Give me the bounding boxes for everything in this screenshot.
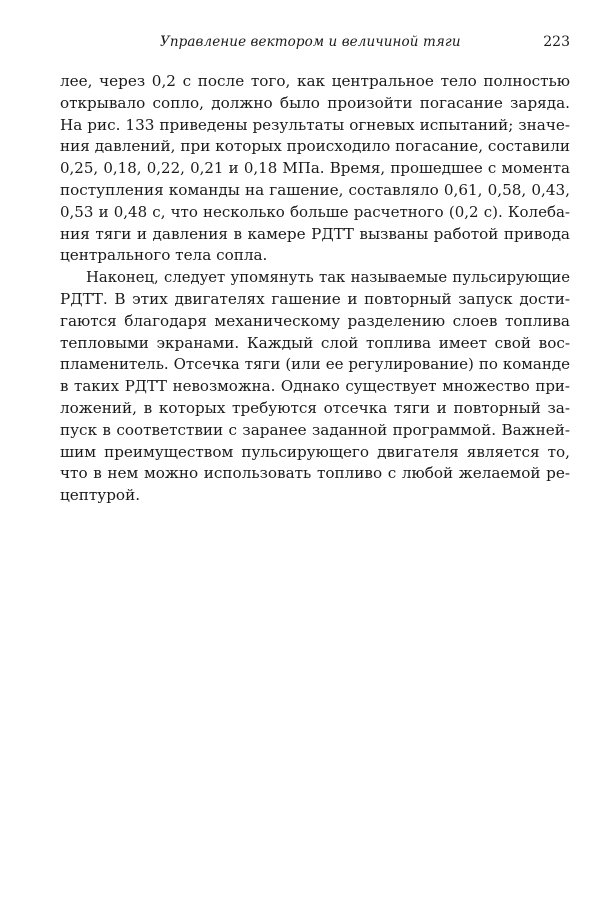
body-text xyxy=(60,71,570,507)
text-line: шим преимуществом пульсирующего двигателя является то, xyxy=(60,442,570,461)
text-line: что в нем можно использовать топливо с любой желаемой ре- xyxy=(60,464,570,483)
text-line: гаются благодаря механическому разделению слоев топлива xyxy=(60,311,570,330)
text-line: 0,53 и 0,48 с, что несколько больше расчетного (0,2 с). Колеба- xyxy=(60,202,570,221)
text-line: в таких РДТТ невозможна. Однако существует множество при- xyxy=(60,377,570,396)
page-number: 223 xyxy=(543,34,570,50)
text-line: Наконец, следует упомянуть так называемые пульсирующие xyxy=(86,269,570,287)
text-line: ния давлений, при которых происходило погасание, составили xyxy=(60,137,570,156)
text-line: открывало сопло, должно было произойти погасание заряда. xyxy=(60,93,570,112)
text-line: цептурой. xyxy=(60,486,141,505)
text-line: тепловыми экранами. Каждый слой топлива имеет свой вос- xyxy=(60,333,570,352)
text-line: 0,25, 0,18, 0,22, 0,21 и 0,18 МПа. Время, прошедшее с момента xyxy=(60,159,570,178)
running-title: Управление вектором и величиной тяги xyxy=(160,34,461,50)
text-line: ния тяги и давления в камере РДТТ вызваны работой привода xyxy=(60,224,570,243)
running-head xyxy=(60,34,570,54)
paragraph-2 xyxy=(60,267,570,507)
text-line: пуск в соответствии с заранее заданной программой. Важней- xyxy=(60,420,570,439)
text-line: ложений, в которых требуются отсечка тяги и повторный за- xyxy=(60,398,570,417)
text-line: На рис. 133 приведены результаты огневых испытаний; значе- xyxy=(60,115,570,134)
text-line: поступления команды на гашение, составляло 0,61, 0,58, 0,43, xyxy=(60,180,570,199)
text-line: центрального тела сопла. xyxy=(60,246,268,265)
text-line: РДТТ. В этих двигателях гашение и повторный запуск дости- xyxy=(60,289,570,308)
paragraph-1 xyxy=(60,71,570,267)
text-line: лее, через 0,2 с после того, как центральное тело полностью xyxy=(60,72,570,90)
text-line: пламенитель. Отсечка тяги (или ее регулирование) по команде xyxy=(60,355,570,374)
